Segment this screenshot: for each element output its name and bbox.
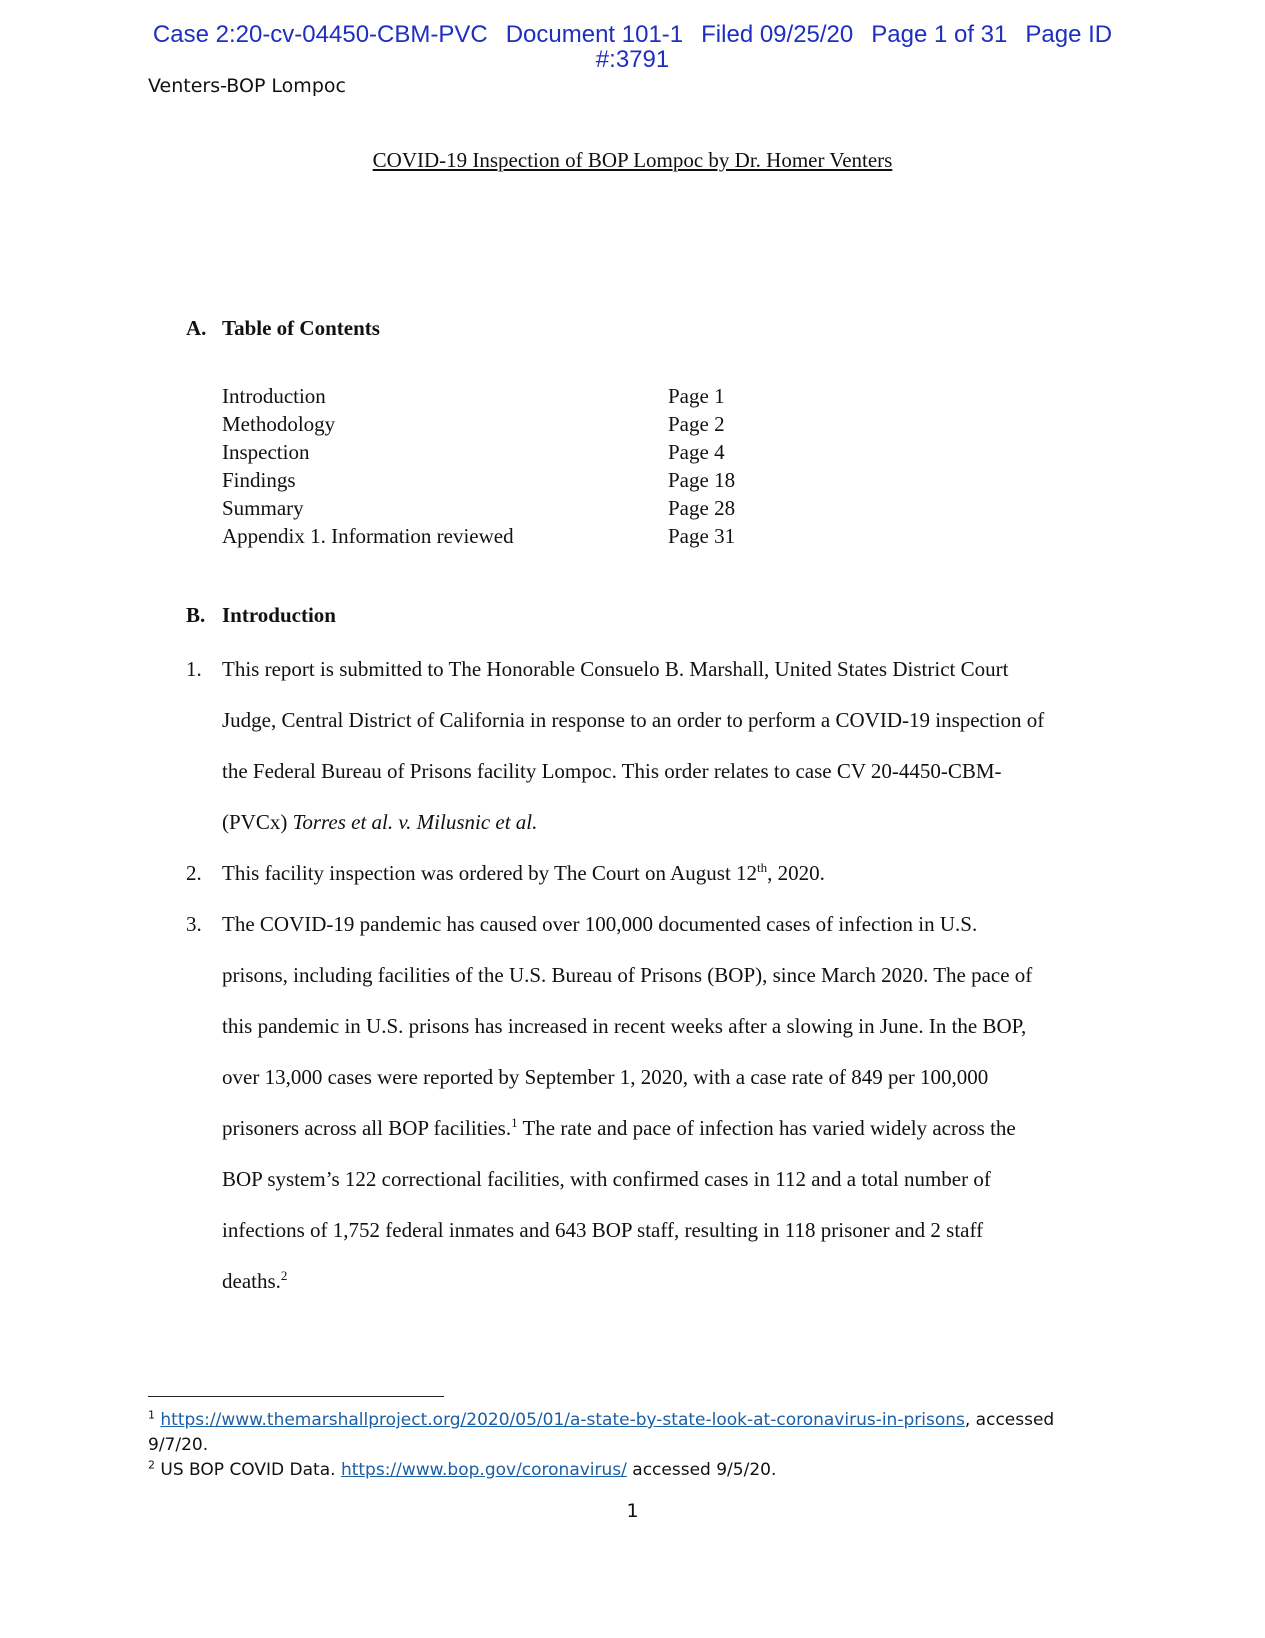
paragraph-line: The COVID-19 pandemic has caused over 100,000 documented cases of infection in U.S. — [222, 912, 978, 936]
filed-date: Filed 09/25/20 — [701, 21, 854, 48]
footnote-link[interactable]: https://www.bop.gov/coronavirus/ — [340, 1460, 627, 1480]
paragraph-line: This report is submitted to The Honorable Consuelo B. Marshall, United States District Court — [222, 657, 1009, 681]
toc-label: Introduction — [222, 384, 326, 408]
case-name: Torres et al. v. Milusnic et al. — [292, 810, 538, 834]
document-number: Document 101-1 — [505, 21, 684, 48]
footnote-1-continuation: 9/7/20. — [148, 1435, 209, 1455]
footnote-reference-1[interactable]: 1 — [511, 1115, 518, 1130]
footnote-marker: 1 — [148, 1408, 155, 1422]
paragraph-line: Judge, Central District of California in response to an order to perform a COVID-19 inspection of — [222, 708, 1045, 732]
paragraph-line: this pandemic in U.S. prisons has increased in recent weeks after a slowing in June. In the BOP, — [222, 1014, 1027, 1038]
footnote-text: US BOP COVID Data. — [155, 1460, 341, 1480]
court-filing-header — [0, 22, 1265, 72]
toc-label: Findings — [222, 468, 296, 492]
paragraph-text: , 2020. — [767, 861, 825, 885]
toc-page: Page 28 — [668, 496, 736, 520]
paragraph-number: 3. — [186, 912, 202, 936]
toc-page: Page 18 — [668, 468, 736, 492]
footnote-2 — [148, 1458, 1088, 1483]
toc-page: Page 4 — [668, 440, 725, 464]
paragraph-line — [222, 810, 537, 835]
paragraph-line — [222, 1116, 1016, 1141]
case-prefix: (PVCx) — [222, 810, 293, 834]
toc-page: Page 31 — [668, 524, 736, 548]
toc-label: Methodology — [222, 412, 336, 436]
page-id-label: Page ID — [1025, 21, 1113, 48]
toc-heading — [186, 316, 380, 341]
toc-heading-text: Table of Contents — [222, 316, 380, 340]
toc-page: Page 1 — [668, 384, 725, 408]
paragraph-number: 2. — [186, 861, 202, 885]
paragraph-number: 1. — [186, 657, 202, 681]
paragraph-text: deaths. — [222, 1269, 281, 1293]
toc-row — [222, 494, 782, 522]
toc-row — [222, 410, 782, 438]
toc-row — [222, 466, 782, 494]
toc-row — [222, 522, 782, 550]
toc-label: Inspection — [222, 440, 310, 464]
document-title: COVID-19 Inspection of BOP Lompoc by Dr. Homer Venters — [372, 148, 893, 172]
footnote-1 — [148, 1408, 1088, 1433]
paragraph-text: The rate and pace of infection has varied widely across the — [517, 1116, 1016, 1140]
paragraph-line: infections of 1,752 federal inmates and 643 BOP staff, resulting in 118 prisoner and 2 staff — [222, 1218, 984, 1242]
paragraph-text: This facility inspection was ordered by The Court on August 12 — [222, 861, 758, 885]
paragraph-line: BOP system’s 122 correctional facilities, with confirmed cases in 112 and a total number of — [222, 1167, 991, 1191]
footnote-link[interactable]: https://www.themarshallproject.org/2020/05/01/a-state-by-state-look-at-coronavirus-in-prisons — [160, 1410, 965, 1430]
case-number: Case 2:20-cv-04450-CBM-PVC — [152, 21, 488, 48]
footnote-text: accessed 9/5/20. — [626, 1460, 777, 1480]
toc-page: Page 2 — [668, 412, 725, 436]
page-number: 1 — [626, 1500, 639, 1522]
ordinal-superscript: th — [757, 860, 768, 875]
footnotes — [148, 1408, 1088, 1483]
paragraph-line: over 13,000 cases were reported by September 1, 2020, with a case rate of 849 per 100,000 — [222, 1065, 989, 1089]
introduction-heading — [186, 603, 336, 628]
page-id-number: #:3791 — [595, 46, 670, 73]
toc-label: Appendix 1. Information reviewed — [222, 524, 514, 548]
introduction-heading-text: Introduction — [222, 603, 336, 627]
footnote-reference-2[interactable]: 2 — [280, 1268, 288, 1283]
toc-label: Summary — [222, 496, 304, 520]
footnote-marker: 2 — [148, 1458, 155, 1472]
page-count: Page 1 of 31 — [871, 21, 1008, 48]
footnote-text: , accessed — [964, 1410, 1055, 1430]
running-head: Venters-BOP Lompoc — [148, 75, 346, 97]
footnote-divider — [148, 1396, 444, 1397]
toc-letter: A. — [186, 316, 207, 340]
toc-row — [222, 382, 782, 410]
paragraph-text: prisoners across all BOP facilities. — [222, 1116, 512, 1140]
toc-row — [222, 438, 782, 466]
paragraph-line: the Federal Bureau of Prisons facility Lompoc. This order relates to case CV 20-4450-CBM- — [222, 759, 1002, 783]
table-of-contents — [222, 382, 782, 550]
paragraph-line: prisons, including facilities of the U.S. Bureau of Prisons (BOP), since March 2020. The pace of — [222, 963, 1033, 987]
paragraph-line — [222, 1269, 287, 1294]
introduction-letter: B. — [186, 603, 206, 627]
paragraph-line — [222, 861, 825, 886]
